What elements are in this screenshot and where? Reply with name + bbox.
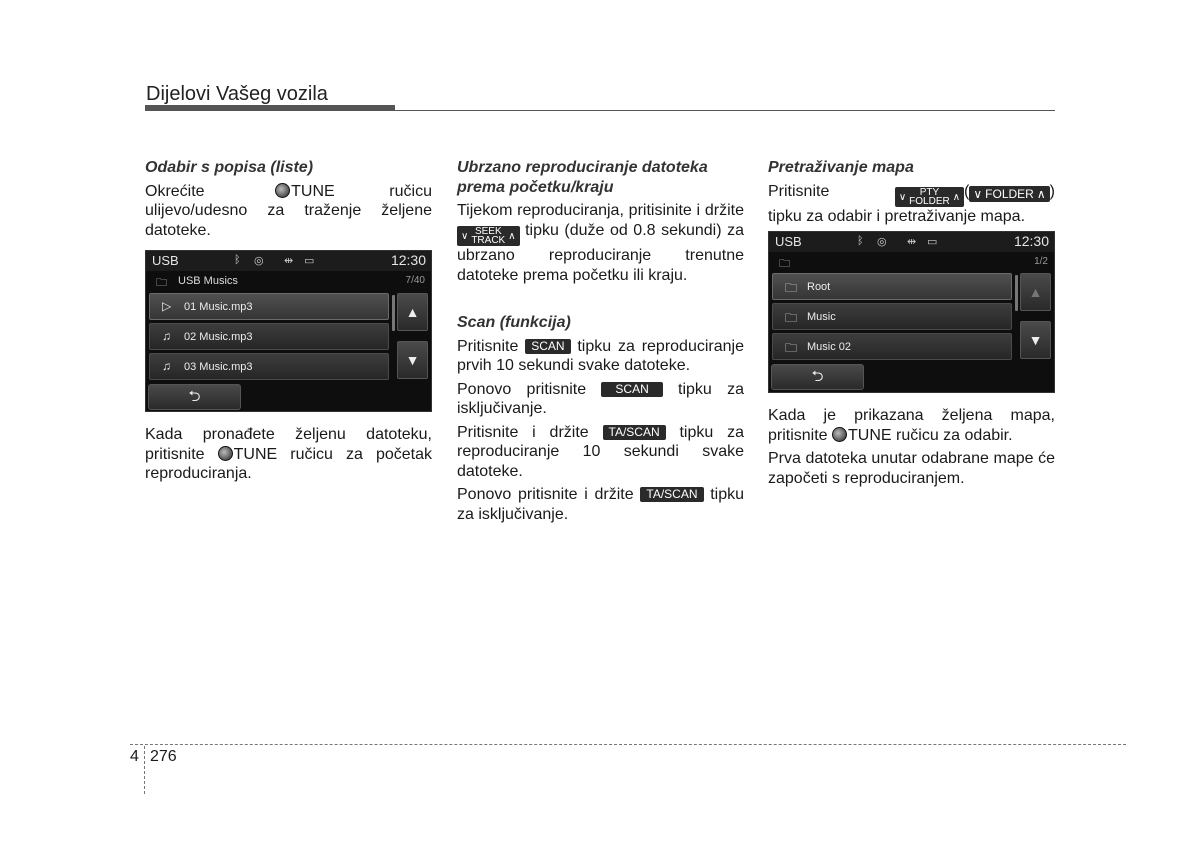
text-select-b: ručicu za odabir. (896, 426, 1013, 444)
folder-path (769, 252, 1054, 272)
paragraph-tune-press (145, 425, 432, 484)
folder-item[interactable] (772, 273, 1012, 300)
text-scan2-a: Ponovo pritisnite (457, 380, 587, 398)
play-icon: ▷ (162, 299, 172, 313)
paragraph-scan-4 (457, 485, 744, 524)
ta-scan-key: TA/SCAN (603, 425, 666, 440)
scroll-up-button[interactable]: ▲ (1020, 273, 1051, 311)
text-rotate: Okrećite (145, 182, 205, 200)
chevron-down-icon: ∨ (461, 230, 469, 242)
clock: 12:30 (390, 252, 426, 268)
track-count: 7/40 (405, 275, 425, 286)
ta-scan-key: TA/SCAN (640, 487, 703, 502)
pty-folder-key (895, 187, 964, 207)
text-folder-b: tipku za odabir i pretraživanje mapa. (768, 208, 1026, 226)
paragraph-folder-select (768, 406, 1055, 445)
status-bar (769, 232, 1054, 252)
paragraph-scan-1 (457, 337, 744, 376)
tune-knob-icon (275, 183, 290, 198)
folder-icon: 🗀 (785, 341, 798, 355)
footer-rule (130, 744, 1126, 745)
text-seek-a: Tijekom reproduciranja, pritisinite i držite (457, 202, 744, 219)
folder-name: USB Musics (178, 275, 238, 287)
folder-icon: 🗀 (785, 311, 798, 325)
text-scan1-b: tipku za reproduciranje prvih 10 sekundi svake datoteke. (457, 337, 744, 375)
folder-label: FOLDER (909, 196, 950, 208)
list-item-label: 03 Music.mp3 (184, 361, 253, 373)
list-item[interactable] (149, 293, 389, 320)
battery-icon: ▭ (927, 236, 938, 248)
text-press-b: ručicu za početak reproduciranja. (145, 445, 432, 482)
tune-label: TUNE (291, 182, 335, 200)
folder-item-label: Music (807, 311, 836, 323)
text-scan4-a: Ponovo pritisnite i držite (457, 486, 634, 504)
tune-label: TUNE (233, 445, 278, 463)
paragraph-tune-rotate (145, 182, 432, 241)
usb-list-screen (145, 250, 432, 412)
text-seek-b: tipku (duže od 0.8 sekundi) za ubrzano reproduciranje trenutne datoteke prema početku ili kraju. (457, 221, 744, 284)
column-folder-select (768, 406, 1055, 488)
paragraph-folder-key: Pritisnite ∨ PTY FOLDER ∧ ( ∨ FOLDER ∧ ) tipku za odabir i pretraživanje mapa. (768, 182, 1055, 226)
clock: 12:30 (1013, 233, 1049, 249)
tune-knob-icon (218, 446, 233, 461)
scroll-down-button[interactable]: ▼ (1020, 321, 1051, 359)
list-item[interactable] (149, 323, 389, 350)
subheading-scan: Scan (funkcija) (457, 314, 571, 332)
text-scan4-b: tipku za isključivanje. (457, 486, 745, 523)
folder-path (146, 271, 431, 291)
pty-label: PTY (919, 187, 940, 199)
paragraph-first-file: Prva datoteka unutar odabrane mape će započeti s reproduciranjem. (768, 450, 1055, 487)
text-scan3-b: tipku za reproduciranje 10 sekundi svake datoteke. (457, 423, 744, 480)
folder-item[interactable] (772, 303, 1012, 330)
paragraph-scan-2 (457, 380, 744, 419)
chevron-up-icon: ∧ (952, 191, 961, 203)
folder-item[interactable] (772, 333, 1012, 360)
text-scan3-a: Pritisnite i držite (457, 423, 589, 441)
usb-icon: ⇹ (907, 236, 917, 248)
text-select-a: Kada je prikazana željena mapa, pritisnite (768, 407, 1055, 444)
text-press (145, 425, 432, 484)
scan-key: SCAN (601, 382, 662, 397)
subheading-folder-search: Pretraživanje mapa (768, 159, 914, 176)
scroll-down-button[interactable]: ▼ (397, 341, 428, 379)
track-label: TRACK (471, 235, 506, 247)
usb-icon: ⇹ (284, 255, 294, 267)
seek-track-key (457, 226, 520, 246)
text-scan1-a: Pritisnite (457, 337, 519, 355)
scan-key: SCAN (525, 339, 570, 354)
chevron-up-icon: ∧ (508, 230, 516, 242)
folder-key-label: FOLDER (985, 186, 1034, 201)
music-note-icon: ♫ (162, 359, 171, 373)
back-button[interactable]: ⮌ (771, 364, 864, 390)
header-rule-thin (395, 110, 1055, 111)
scroll-up-button[interactable]: ▲ (397, 293, 428, 331)
music-note-icon: ♫ (162, 329, 171, 343)
subheading-seek: Ubrzano reproduciranje datoteka prema početku/kraju (457, 159, 708, 196)
bluetooth-icon: ᛒ (857, 235, 864, 247)
page-number: 276 (150, 748, 177, 765)
tune-label: TUNE (848, 426, 892, 444)
list-item-label: 01 Music.mp3 (184, 301, 253, 313)
text-press-a: Kada pronađete željenu datoteku, pritisnite (145, 426, 432, 463)
seek-label: SEEK (474, 226, 502, 238)
source-label: USB (775, 234, 802, 249)
chevron-down-icon: ∨ (973, 186, 983, 201)
paragraph-seek (457, 201, 744, 285)
disc-icon: ◎ (254, 255, 264, 267)
footer-divider (144, 746, 145, 794)
tune-knob-icon (832, 427, 847, 442)
scrollbar[interactable] (1015, 275, 1018, 311)
text-rotate-rest: ručicu ulijevo/udesno za traženje željene datoteke. (145, 182, 432, 239)
folder-item-label: Root (807, 281, 831, 293)
header-rule-thick (145, 105, 395, 111)
column-folder-search (768, 158, 1055, 227)
folder-item-label: Music 02 (807, 341, 852, 353)
battery-icon: ▭ (304, 255, 315, 267)
status-bar (146, 251, 431, 271)
text-folder-a: Pritisnite (768, 182, 830, 200)
back-button[interactable]: ⮌ (148, 384, 241, 410)
bluetooth-icon: ᛒ (234, 254, 241, 266)
chevron-up-icon: ∧ (1036, 186, 1046, 201)
chevron-down-icon: ∨ (898, 191, 907, 203)
list-item-label: 02 Music.mp3 (184, 331, 253, 343)
folder-count: 1/2 (1034, 256, 1048, 267)
list-item[interactable] (149, 353, 389, 380)
column-seek (457, 158, 744, 524)
folder-icon: 🗀 (779, 258, 790, 270)
column-list-selection (145, 158, 432, 240)
folder-icon: 🗀 (785, 281, 798, 295)
folder-icon: 🗀 (156, 277, 167, 289)
section-title: Dijelovi Vašeg vozila (146, 83, 328, 105)
usb-folder-screen (768, 231, 1055, 393)
paragraph-scan-3 (457, 423, 744, 482)
chapter-number: 4 (130, 748, 139, 765)
source-label: USB (152, 253, 179, 268)
folder-key (969, 186, 1049, 202)
subheading-list-selection: Odabir s popisa (liste) (145, 159, 314, 176)
disc-icon: ◎ (877, 236, 887, 248)
text-scan2-b: tipku za isključivanje. (457, 380, 744, 418)
scrollbar[interactable] (392, 295, 395, 331)
